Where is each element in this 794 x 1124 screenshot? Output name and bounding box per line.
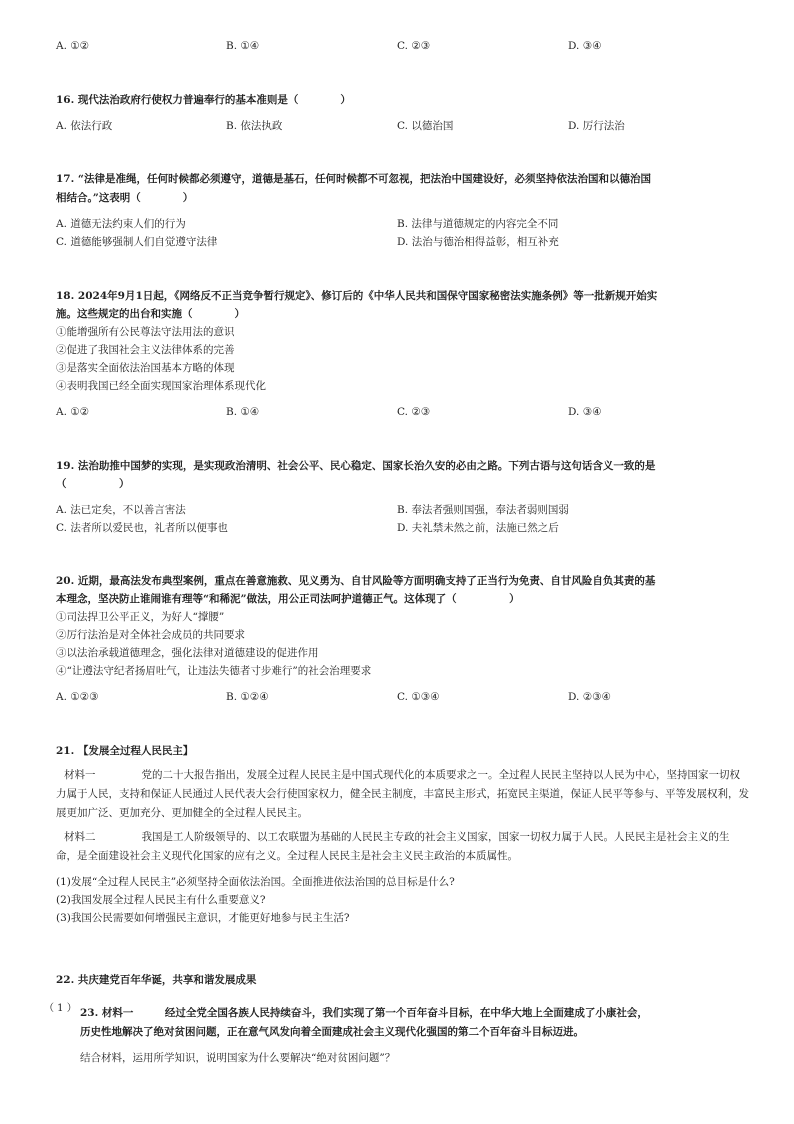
q21-question-3: (3)我国公民需要如何增强民主意识，才能更好地参与民主生活? [56,912,350,924]
q18-item-1: ①能增强所有公民尊法守法用法的意识 [56,326,235,338]
q16-option-d[interactable]: D. 厉行法治 [568,120,625,132]
q15-option-d[interactable]: D. ③④ [568,40,602,52]
q21-material-1-label: 材料一 [64,769,96,781]
q18-option-a[interactable]: A. ①② [56,406,90,418]
q21-material-2-text: 我国是工人阶级领导的、以工农联盟为基础的人民民主专政的社会主义国家，国家一切权力属于人民。人民民主是社会主义的生命，是全面建设社会主义现代化国家的应有之义。全过程人民民主是社会主义民主政治的本质属性。 [56,831,730,862]
q19-stem-line2: （ ） [56,478,130,490]
q21-material-1-text: 党的二十大报告指出，发展全过程人民民主是中国式现代化的本质要求之一。全过程人民民主坚持以人民为中心，坚持国家一切权力属于人民，支持和保证人民通过人民代表大会行使国家权力，健全民主制度，丰富民主形式，拓宽民主渠道，保证人民平等参与、平等发展权利，发展更加广泛、更加充分、更加健全的全过程人民民主。 [56,769,749,819]
q21-question-1: (1)发展“全过程人民民主”必须坚持全面依法治国。全面推进依法治国的总目标是什么? [56,876,455,888]
q16-option-c[interactable]: C. 以德治国 [397,120,454,132]
q21-material-1 [56,766,750,823]
q20-option-a[interactable]: A. ①②③ [56,691,99,703]
q23-material-line1: 23. 材料一 经过全党全国各族人民持续奋斗，我们实现了第一个百年奋斗目标，在中华大地上全面建成了小康社会， [80,1007,648,1019]
q15-option-c[interactable]: C. ②③ [397,40,431,52]
q15-option-a[interactable]: A. ①② [56,40,90,52]
q18-item-2: ②促进了我国社会主义法律体系的完善 [56,344,235,356]
q16-option-a[interactable]: A. 依法行政 [56,120,113,132]
q19-stem-line1: 19. 法治助推中国梦的实现，是实现政治清明、社会公平、民心稳定、国家长治久安的必由之路。下列古语与这句话含义一致的是 [56,460,656,472]
q20-item-1: ①司法捍卫公平正义，为好人“撑腰” [56,611,225,623]
q17-stem-line2: 相结合。”这表明（ ） [56,192,194,204]
q23-question: 结合材料，运用所学知识，说明国家为什么要解决“绝对贫困问题”？ [80,1052,396,1064]
q20-item-3: ③以法治承载道德理念，强化法律对道德建设的促进作用 [56,647,319,659]
q23-subquestion-marker: （ 1 ） [44,1003,77,1014]
q20-item-4: ④“让遵法守纪者扬眉吐气，让违法失德者寸步难行”的社会治理要求 [56,665,372,677]
q21-material-2-label: 材料二 [64,831,96,843]
q16-stem: 16. 现代法治政府行使权力普遍奉行的基本准则是（ ） [56,94,351,106]
q19-option-b[interactable]: B. 奉法者强则国强，奉法者弱则国弱 [397,504,569,516]
q20-option-b[interactable]: B. ①②④ [226,691,269,703]
q18-stem-line1: 18. 2024年9月1日起，《网络反不正当竞争暂行规定》、修订后的《中华人民共和国保守国家秘密法实施条例》等一批新规开始实 [56,290,658,302]
q18-item-3: ③是落实全面依法治国基本方略的体现 [56,362,235,374]
q20-item-2: ②厉行法治是对全体社会成员的共同要求 [56,629,245,641]
q18-option-c[interactable]: C. ②③ [397,406,431,418]
q20-option-c[interactable]: C. ①③④ [397,691,440,703]
q20-option-d[interactable]: D. ②③④ [568,691,611,703]
q21-title: 21. 【发展全过程人民民主】 [56,745,194,757]
q18-item-4: ④表明我国已经全面实现国家治理体系现代化 [56,380,266,392]
q19-option-a[interactable]: A. 法已定矣，不以善言害法 [56,504,186,516]
q18-option-b[interactable]: B. ①④ [226,406,260,418]
q16-option-b[interactable]: B. 依法执政 [226,120,283,132]
q17-option-c[interactable]: C. 道德能够强制人们自觉遵守法律 [56,236,218,248]
q21-material-2 [56,828,750,866]
q17-option-b[interactable]: B. 法律与道德规定的内容完全不同 [397,218,559,230]
q23-material-line2: 历史性地解决了绝对贫困问题，正在意气风发向着全面建成社会主义现代化强国的第二个百年奋斗目标迈进。 [80,1026,584,1038]
q21-question-2: (2)我国发展全过程人民民主有什么重要意义? [56,894,266,906]
q18-stem-line2: 施。这些规定的出台和实施（ ） [56,308,245,320]
q18-option-d[interactable]: D. ③④ [568,406,602,418]
q19-option-d[interactable]: D. 夫礼禁未然之前，法施已然之后 [397,522,559,534]
q15-option-b[interactable]: B. ①④ [226,40,260,52]
q17-option-a[interactable]: A. 道德无法约束人们的行为 [56,218,186,230]
q20-stem-line1: 20. 近期，最高法发布典型案例，重点在善意施救、见义勇为、自甘风险等方面明确支持了正当行为免责、自甘风险自负其责的基 [56,575,656,587]
q22-title: 22. 共庆建党百年华诞，共享和谐发展成果 [56,974,257,986]
q17-stem-line1: 17. “法律是准绳，任何时候都必须遵守，道德是基石，任何时候都不可忽视，把法治中国建设好，必须坚持依法治国和以德治国 [56,173,651,185]
q19-option-c[interactable]: C. 法者所以爱民也，礼者所以便事也 [56,522,228,534]
q20-stem-line2: 本理念，坚决防止谁闹谁有理等“和稀泥”做法，用公正司法呵护道德正气。这体现了（ ） [56,593,520,605]
q17-option-d[interactable]: D. 法治与德治相得益彰，相互补充 [397,236,559,248]
